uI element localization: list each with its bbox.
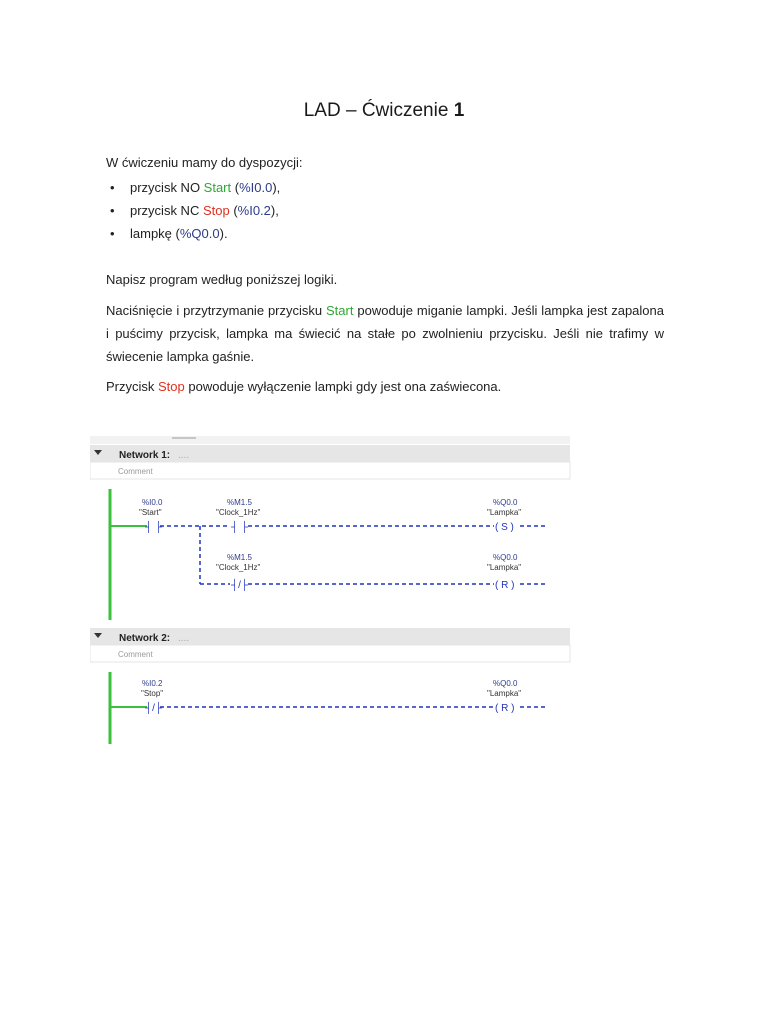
contact-address: %I0.0 (142, 498, 163, 507)
network-2-title: Network 2: (119, 633, 171, 644)
item-name: Start (203, 180, 232, 195)
contact-tag: "Stop" (141, 689, 164, 698)
network-1-title-suffix: .... (178, 450, 190, 461)
equipment-list (106, 176, 280, 245)
item-name: Stop (202, 203, 230, 218)
contact-address: %I0.2 (142, 679, 163, 688)
network-1-comment: Comment (118, 467, 153, 476)
network-2-comment: Comment (118, 650, 153, 659)
paragraph-text: powoduje miganie lampki. Jeśli lampka jest zapalona i puścimy przycisk, lampka ma świecić na stałe po zwolnieniu przycisku. Jeśli nie trafimy w świecenie lampka gaśnie. (106, 303, 664, 364)
coil-tag: "Lampka" (487, 508, 522, 517)
bullet-icon: • (110, 203, 115, 218)
network-2-title-suffix: .... (178, 633, 190, 644)
item-paren-close: ). (219, 226, 228, 241)
paragraph-text: Przycisk (106, 379, 158, 394)
contact-tag: "Clock_1Hz" (216, 563, 261, 572)
page-title (0, 100, 768, 122)
list-item (106, 176, 280, 199)
contact-tag: "Clock_1Hz" (216, 508, 261, 517)
stop-paragraph (106, 375, 664, 398)
network-1-comment-box[interactable] (90, 462, 570, 479)
page-title-number: 1 (453, 100, 465, 121)
editor-toolbar (90, 436, 570, 444)
item-address: %I0.2 (237, 203, 271, 218)
task-text: Napisz program według poniższej logiki. (106, 272, 338, 287)
paragraph-text: powoduje wyłączenie lampki gdy jest ona zaświecona. (184, 379, 502, 394)
bullet-icon: • (110, 180, 115, 195)
coil-reset-icon[interactable]: ( R ) (495, 703, 515, 714)
coil-tag: "Lampka" (487, 689, 522, 698)
logic-paragraph (106, 299, 664, 368)
paragraph-text: Naciśnięcie i przytrzymanie przycisku (106, 303, 327, 318)
contact-address: %M1.5 (227, 498, 252, 507)
ladder-diagram (90, 436, 572, 753)
contact-nc-icon[interactable]: ┤/├ (145, 703, 162, 714)
contact-nc-icon[interactable]: ┤/├ (231, 580, 248, 591)
page-title-text: LAD – Ćwiczenie (303, 100, 449, 121)
contact-no-icon[interactable]: ┤ ├ (145, 522, 162, 533)
item-address: %I0.0 (239, 180, 273, 195)
item-address: %Q0.0 (179, 226, 220, 241)
item-text: przycisk NC (130, 203, 203, 218)
ladder-svg (90, 436, 572, 748)
item-text: lampkę (130, 226, 176, 241)
list-item (106, 222, 280, 245)
coil-set-icon[interactable]: ( S ) (495, 522, 514, 533)
item-text: przycisk NO (130, 180, 204, 195)
item-paren-open: ( (229, 203, 238, 218)
item-paren-open: ( (231, 180, 240, 195)
network-1-title: Network 1: (119, 450, 171, 461)
intro-text: W ćwiczeniu mamy do dyspozycji: (106, 155, 303, 170)
coil-address: %Q0.0 (493, 553, 518, 562)
contact-address: %M1.5 (227, 553, 252, 562)
item-paren-open: ( (175, 226, 180, 241)
coil-reset-icon[interactable]: ( R ) (495, 580, 515, 591)
item-paren-close: ), (272, 180, 281, 195)
stop-label: Stop (158, 379, 185, 394)
contact-tag: "Start" (139, 508, 162, 517)
coil-address: %Q0.0 (493, 498, 518, 507)
item-paren-close: ), (270, 203, 279, 218)
bullet-icon: • (110, 226, 115, 241)
contact-no-icon[interactable]: ┤ ├ (231, 522, 248, 533)
network-2-comment-box[interactable] (90, 645, 570, 662)
coil-address: %Q0.0 (493, 679, 518, 688)
coil-tag: "Lampka" (487, 563, 522, 572)
start-label: Start (326, 303, 354, 318)
list-item (106, 199, 280, 222)
